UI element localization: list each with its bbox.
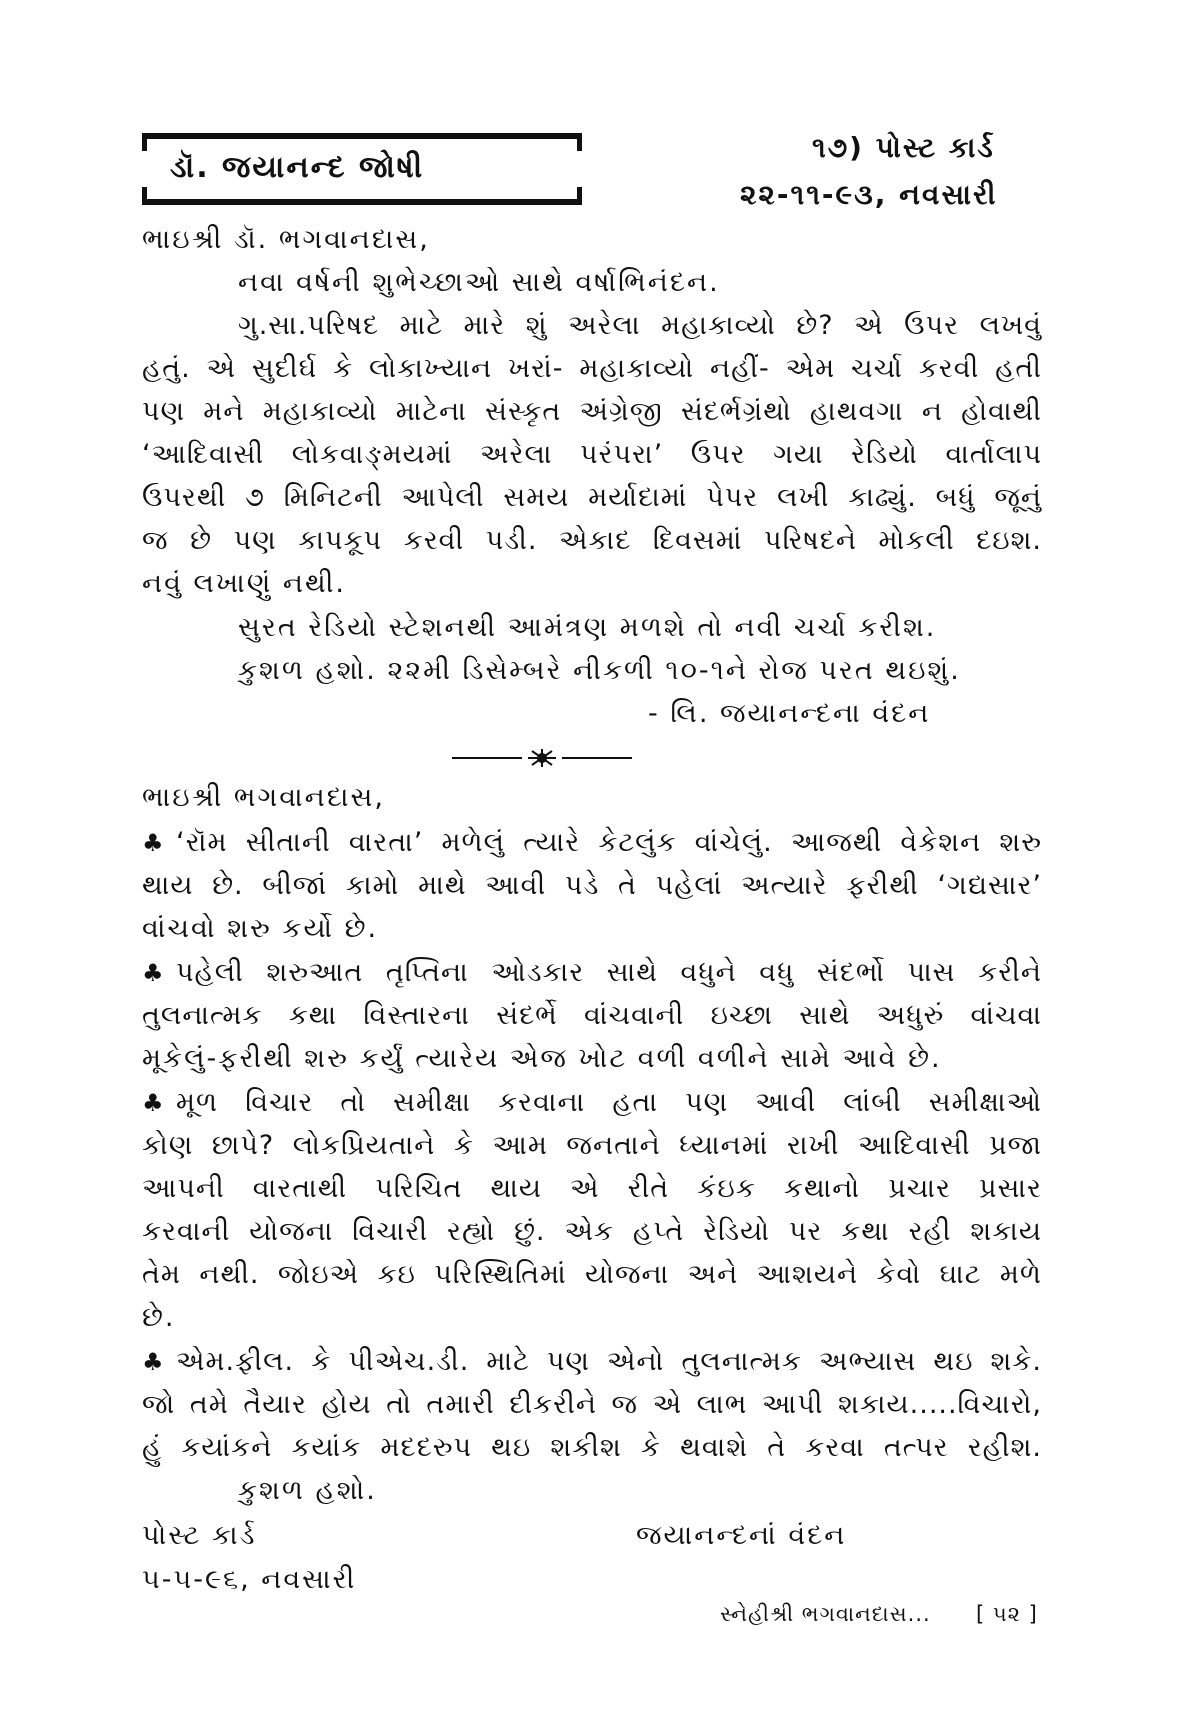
ornament-divider-icon: [452, 748, 632, 768]
club-bullet-icon: ♣: [142, 959, 164, 987]
letter2-line: ‘રૉમ સીતાની વારતા’ મળેલું ત્યારે કેટલુંક વાંચેલું. આજથી વેકેશન શરુ: [176, 827, 1042, 858]
author-box-corner: [577, 133, 582, 151]
letter1-line: કુશળ હશો. ૨૨મી ડિસેમ્બરે નીકળી ૧૦-૧ને રોજ પરત થઇશું.: [238, 655, 961, 686]
letter2-line: છે.: [142, 1302, 176, 1333]
author-box-corner: [142, 133, 147, 151]
letter2-signature: જયાનન્દનાં વંદન: [636, 1520, 847, 1551]
letter2-line: એમ.ફીલ. કે પીએચ.ડી. માટે પણ એનો તુલનાત્મક અભ્યાસ થઇ શકે.: [176, 1346, 1042, 1377]
letter2-card-label: પોસ્ટ કાર્ડ: [142, 1520, 257, 1551]
letter1-line: નવા વર્ષની શુભેચ્છાઓ સાથે વર્ષાભિનંદન.: [238, 267, 720, 298]
running-title: સ્નેહીશ્રી ભગવાનદાસ...: [720, 1602, 931, 1626]
letter2-line: પહેલી શરુઆત તૃપ્તિના ઓડકાર સાથે વધુને વધુ સંદર્ભો પાસ કરીને: [176, 957, 1042, 988]
author-name: ડૉ. જયાનન્દ જોષી: [170, 150, 425, 185]
club-bullet-icon: ♣: [142, 1089, 164, 1117]
author-box-top-rule: [142, 133, 582, 139]
letter1-line: પણ મને મહાકાવ્યો માટેના સંસ્કૃત અંગ્રેજી સંદર્ભગ્રંથો હાથવગા ન હોવાથી: [142, 396, 1042, 427]
letter2-line: હું કયાંકને કયાંક મદદરુપ થઇ શકીશ કે થવાશે તે કરવા તત્પર રહીશ.: [142, 1432, 1042, 1463]
letter2-line: તેમ નથી. જોઇએ કઇ પરિસ્થિતિમાં યોજના અને આશયને કેવો ઘાટ મળે: [142, 1259, 1042, 1290]
letter1-line: ગુ.સા.પરિષદ માટે મારે શું અરેલા મહાકાવ્યો છે? એ ઉપર લખવું: [238, 310, 1042, 341]
letter1-line: ‘આદિવાસી લોકવાઙ્મયમાં અરેલા પરંપરા’ ઉપર ગયા રેડિયો વાર્તાલાપ: [142, 439, 1042, 470]
club-bullet-icon: ♣: [142, 1348, 164, 1376]
letter2-line: કુશળ હશો.: [238, 1475, 377, 1506]
letter2-line: જો તમે તૈયાર હોય તો તમારી દીકરીને જ એ લાભ આપી શકાય.....વિચારો,: [142, 1389, 1042, 1420]
letter1-salutation: ભાઇશ્રી ડૉ. ભગવાનદાસ,: [142, 224, 430, 255]
letter2-salutation: ભાઇશ્રી ભગવાનદાસ,: [142, 782, 385, 813]
letter2-line: કોણ છાપે? લોકપ્રિયતાને કે આમ જનતાને ધ્યાનમાં રાખી આદિવાસી પ્રજા: [142, 1130, 1042, 1161]
letter2-line: થાય છે. બીજાં કામો માથે આવી પડે તે પહેલાં અત્યારે ફરીથી ‘ગદ્યસાર’: [142, 870, 1042, 901]
card-date: ૨૨-૧૧-૯૩, નવસારી: [740, 178, 998, 211]
letter1-line: સુરત રેડિયો સ્ટેશનથી આમંત્રણ મળશે તો નવી ચર્ચા કરીશ.: [238, 612, 937, 643]
letter2-card-date: ૫-૫-૯૬, નવસારી: [142, 1564, 357, 1595]
page-number: [ ૫૨ ]: [976, 1602, 1038, 1626]
letter1-signoff: - લિ. જયાનન્દના વંદન: [648, 698, 931, 729]
author-box-bottom-rule: [142, 199, 582, 205]
letter1-line: જ છે પણ કાપકૂપ કરવી પડી. એકાદ દિવસમાં પરિષદને મોકલી દઇશ.: [142, 525, 1042, 556]
letter2-line: તુલનાત્મક કથા વિસ્તારના સંદર્ભે વાંચવાની ઇચ્છા સાથે અધુરું વાંચવા: [142, 1000, 1042, 1031]
letter2-line: મૂકેલું-ફરીથી શરુ કર્યું ત્યારેય એજ ખોટ વળી વળીને સામે આવે છે.: [142, 1043, 942, 1074]
club-bullet-icon: ♣: [142, 829, 164, 857]
letter2-line: મૂળ વિચાર તો સમીક્ષા કરવાના હતા પણ આવી લાંબી સમીક્ષાઓ: [176, 1087, 1042, 1118]
letter1-line: હતું. એ સુદીર્ઘ કે લોકાખ્યાન ખરાં- મહાકાવ્યો નહીં- એમ ચર્ચા કરવી હતી: [142, 353, 1042, 384]
letter1-line: નવું લખાણું નથી.: [142, 568, 346, 599]
letter1-line: ઉપરથી ૭ મિનિટની આપેલી સમય મર્યાદામાં પેપર લખી કાઢ્યું. બધું જૂનું: [142, 482, 1042, 513]
letter2-line: કરવાની યોજના વિચારી રહ્યો છું. એક હપ્તે રેડિયો પર કથા રહી શકાય: [142, 1216, 1042, 1247]
card-title: ૧૭) પોસ્ટ કાર્ડ: [812, 131, 995, 164]
letter2-line: આપની વારતાથી પરિચિત થાય એ રીતે કંઇક કથાનો પ્રચાર પ્રસાર: [142, 1173, 1042, 1204]
letter2-line: વાંચવો શરુ કર્યો છે.: [142, 913, 379, 944]
